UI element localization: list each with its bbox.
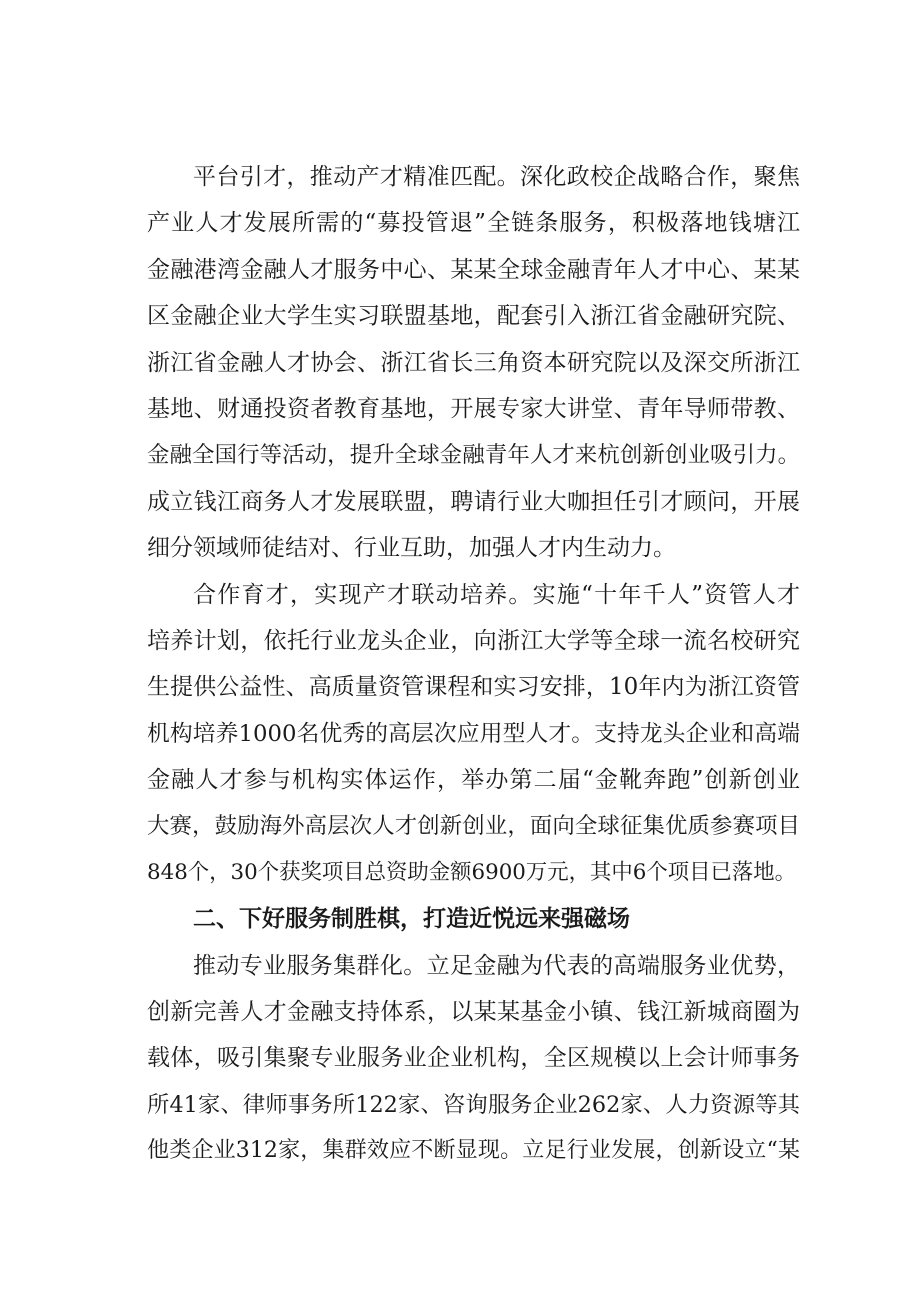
text-line: 848个，30个获奖项目总资助金额6900万元，其中6个项目已落地。 [147,859,796,885]
text-line: 基地、财通投资者教育基地，开展专家大讲堂、青年导师带教、 [147,395,800,422]
text-line: 创新完善人才金融支持体系，以某某基金小镇、钱江新城商圈为 [147,999,800,1026]
text-line: 培养计划，依托行业龙头企业，向浙江大学等全球一流名校研究 [147,627,800,654]
text-line: 金融全国行等活动，提升全球金融青年人才来杭创新创业吸引力。 [147,442,800,469]
text-line: 成立钱江商务人才发展联盟，聘请行业大咖担任引才顾问，开展 [147,488,800,515]
text-line: 生提供公益性、高质量资管课程和实习安排，10年内为浙江资管 [147,674,800,701]
text-line: 合作育才，实现产才联动培养。实施“十年千人”资管人才 [193,581,800,608]
text-line: 推动专业服务集群化。立足金融为代表的高端服务业优势， [193,952,800,979]
text-line: 他类企业312家，集群效应不断显现。立足行业发展，创新设立“某 [147,1138,800,1164]
text-line: 区金融企业大学生实习联盟基地，配套引入浙江省金融研究院、 [147,303,800,330]
paragraph-cooperative-training [147,572,800,897]
document-body [147,154,800,1175]
text-line: 所41家、律师事务所122家、咨询服务企业262家、人力资源等其 [147,1091,800,1118]
text-line: 产业人才发展所需的“募投管退”全链条服务，积极落地钱塘江 [147,210,800,237]
paragraph-professional-services [147,943,800,1175]
text-line: 机构培养1000名优秀的高层次应用型人才。支持龙头企业和高端 [147,720,800,747]
text-line: 载体，吸引集聚专业服务业企业机构，全区规模以上会计师事务 [147,1045,800,1072]
paragraph-talent-platform [147,154,800,572]
text-line: 平台引才，推动产才精准匹配。深化政校企战略合作，聚焦 [193,164,800,190]
text-line: 金融港湾金融人才服务中心、某某全球金融青年人才中心、某某 [147,256,800,283]
text-line: 大赛，鼓励海外高层次人才创新创业，面向全球征集优质参赛项目 [147,813,800,840]
section-heading: 二、下好服务制胜棋，打造近悦远来强磁场 [193,906,630,933]
text-line: 细分领域师徒结对、行业互助，加强人才内生动力。 [147,535,676,562]
text-line: 金融人才参与机构实体运作，举办第二届“金靴奔跑”创新创业 [147,767,800,794]
text-line: 浙江省金融人才协会、浙江省长三角资本研究院以及深交所浙江 [147,349,800,376]
